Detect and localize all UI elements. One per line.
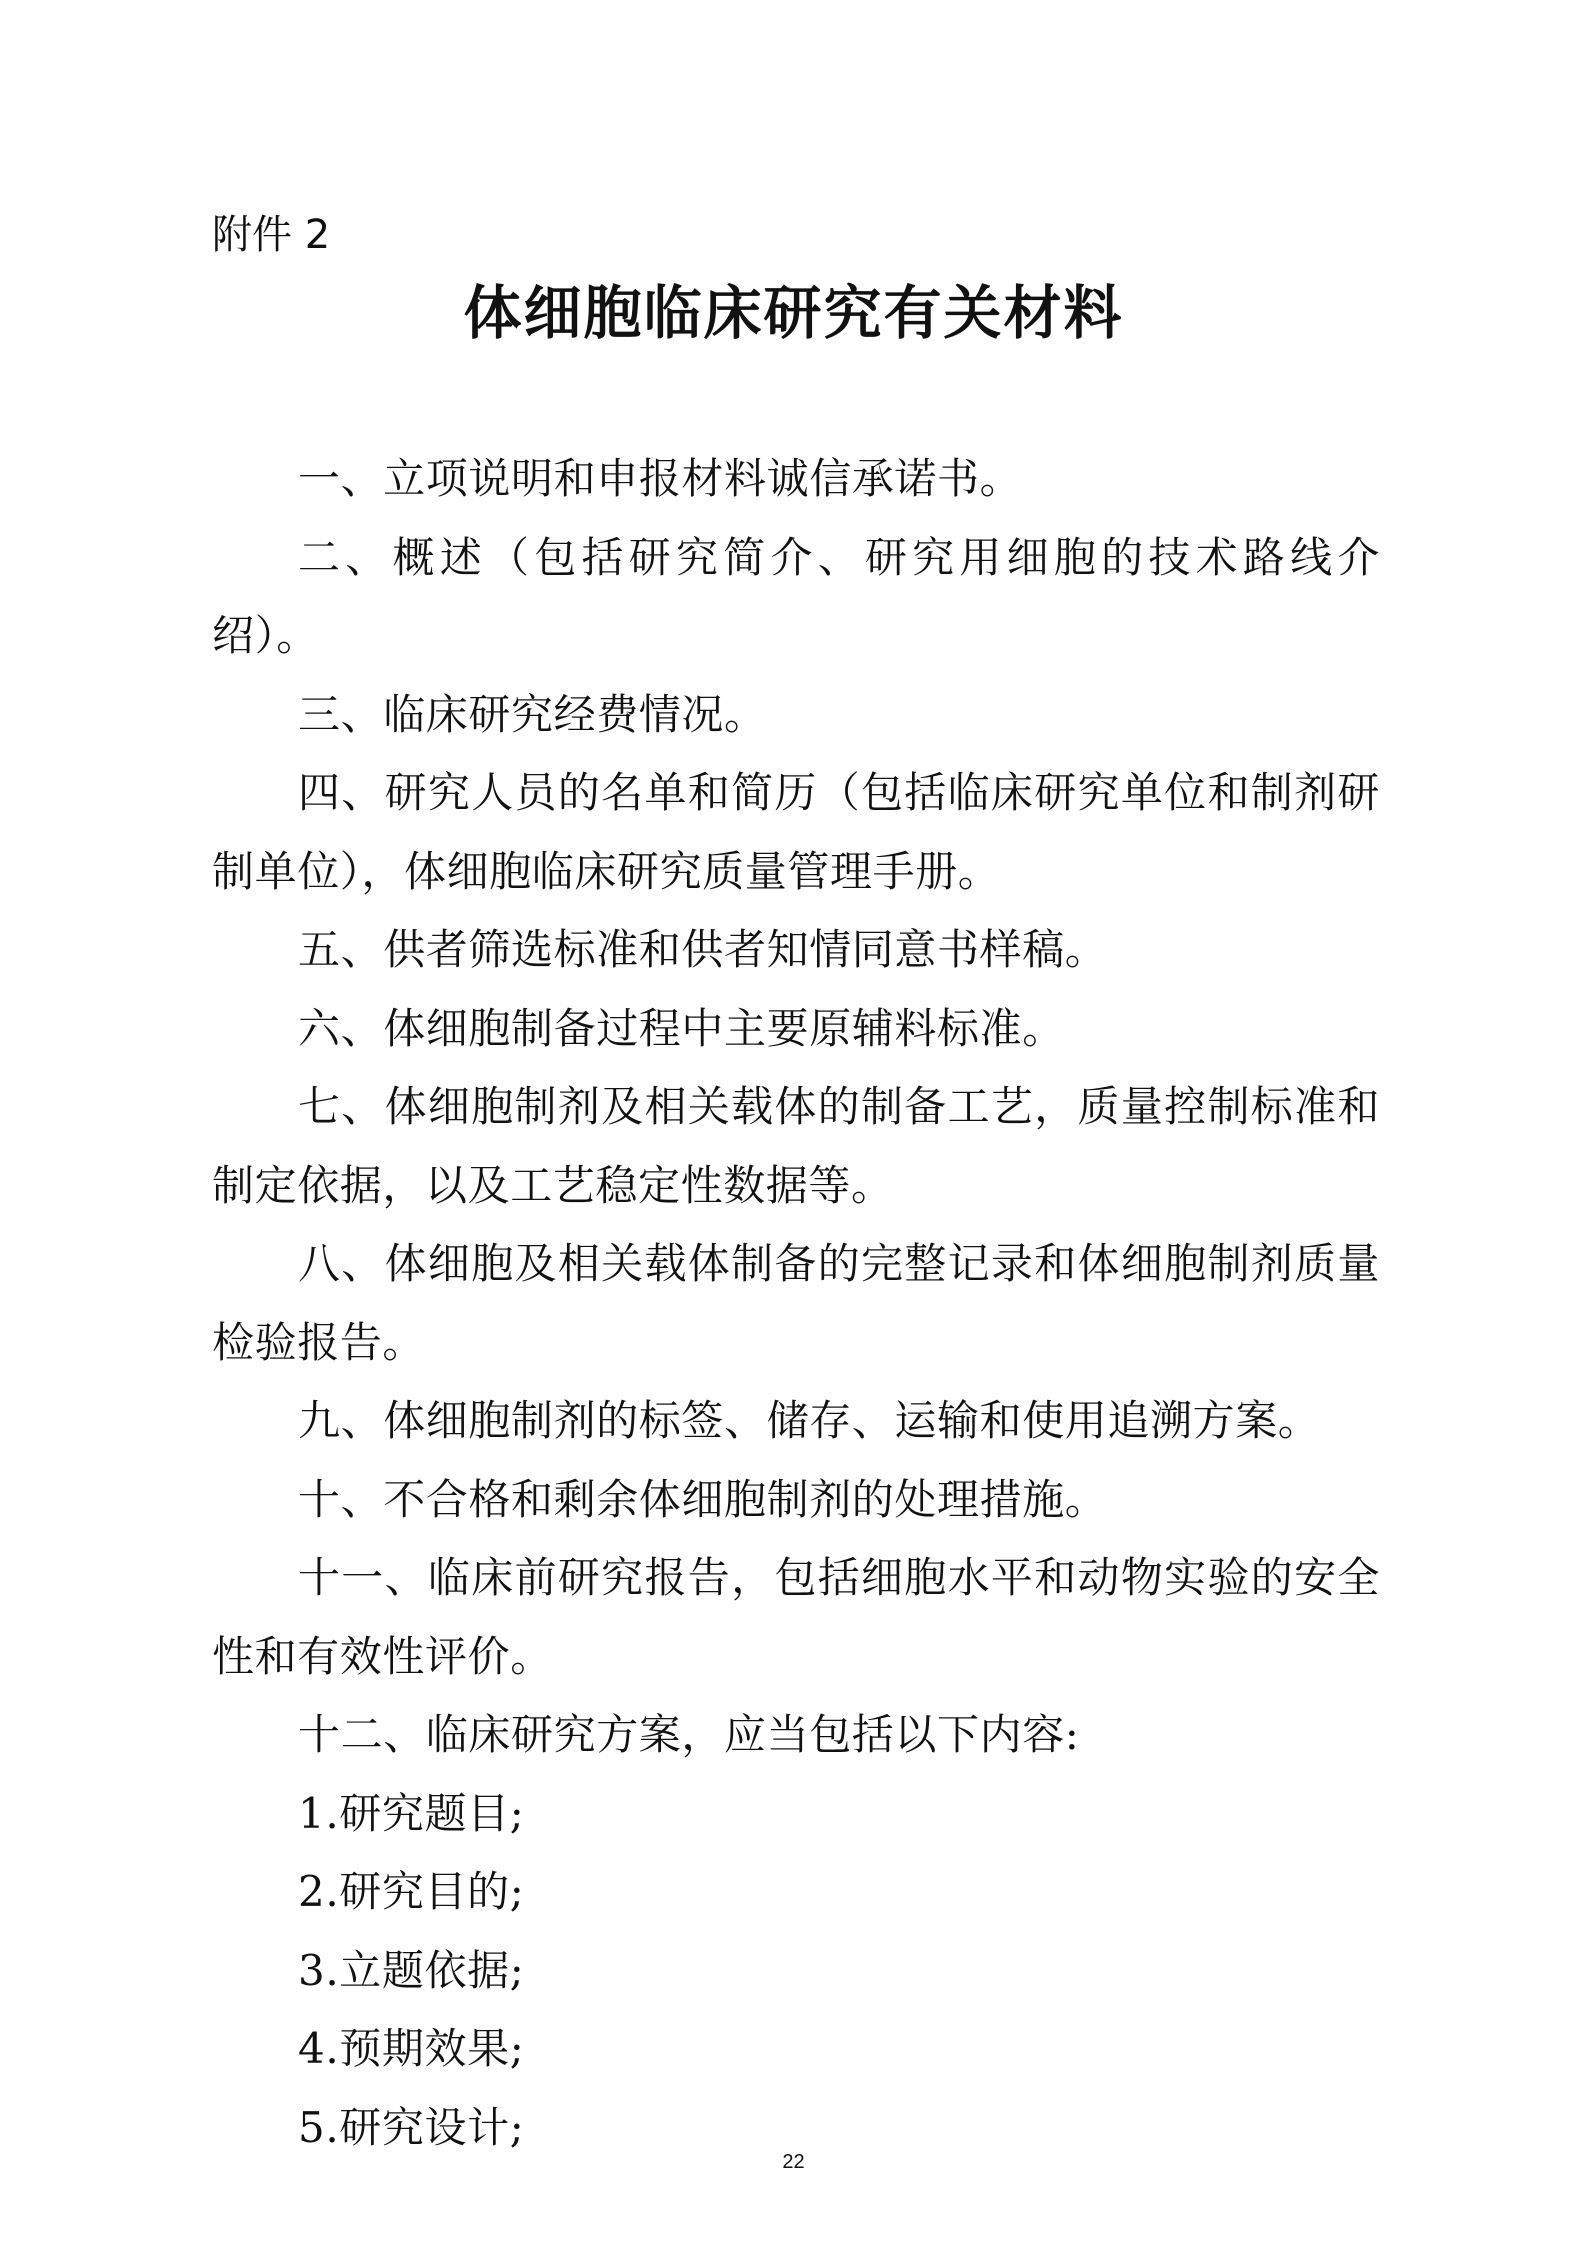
list-item: 一、立项说明和申报材料诚信承诺书。 bbox=[298, 454, 1023, 503]
list-item: 十、不合格和剩余体细胞制剂的处理措施。 bbox=[298, 1474, 1108, 1524]
list-item: 四、研究人员的名单和简历（包括临床研究单位和制剂研制单位），体细胞临床研究质量管理手册。 bbox=[212, 768, 1380, 896]
list-item: 三、临床研究经费情况。 bbox=[298, 689, 767, 739]
document-body bbox=[212, 440, 1380, 2167]
page-title: 体细胞临床研究有关材料 bbox=[463, 279, 1124, 347]
list-item: 十二、临床研究方案，应当包括以下内容: bbox=[298, 1710, 1080, 1759]
list-item: 十一、临床前研究报告，包括细胞水平和动物实验的安全性和有效性评价。 bbox=[212, 1553, 1380, 1681]
list-item: 1.研究题目; bbox=[298, 1788, 525, 1838]
attachment-label: 附件 2 bbox=[212, 212, 331, 258]
page-number: 22 bbox=[782, 2151, 805, 2173]
list-item: 二、概述（包括研究简介、研究用细胞的技术路线介绍）。 bbox=[212, 532, 1380, 660]
list-item: 3.立题依据; bbox=[298, 1945, 525, 1995]
list-item: 五、供者筛选标准和供者知情同意书样稿。 bbox=[298, 925, 1108, 974]
list-item: 4.预期效果; bbox=[298, 2024, 525, 2073]
list-item: 八、体细胞及相关载体制备的完整记录和体细胞制剂质量检验报告。 bbox=[212, 1239, 1380, 1367]
list-item: 七、体细胞制剂及相关载体的制备工艺，质量控制标准和制定依据，以及工艺稳定性数据等。 bbox=[212, 1082, 1380, 1210]
list-item: 2.研究目的; bbox=[298, 1867, 525, 1916]
list-item: 5.研究设计; bbox=[298, 2102, 525, 2152]
list-item: 九、体细胞制剂的标签、储存、运输和使用追溯方案。 bbox=[298, 1396, 1321, 1445]
list-item: 六、体细胞制备过程中主要原辅料标准。 bbox=[298, 1003, 1065, 1053]
